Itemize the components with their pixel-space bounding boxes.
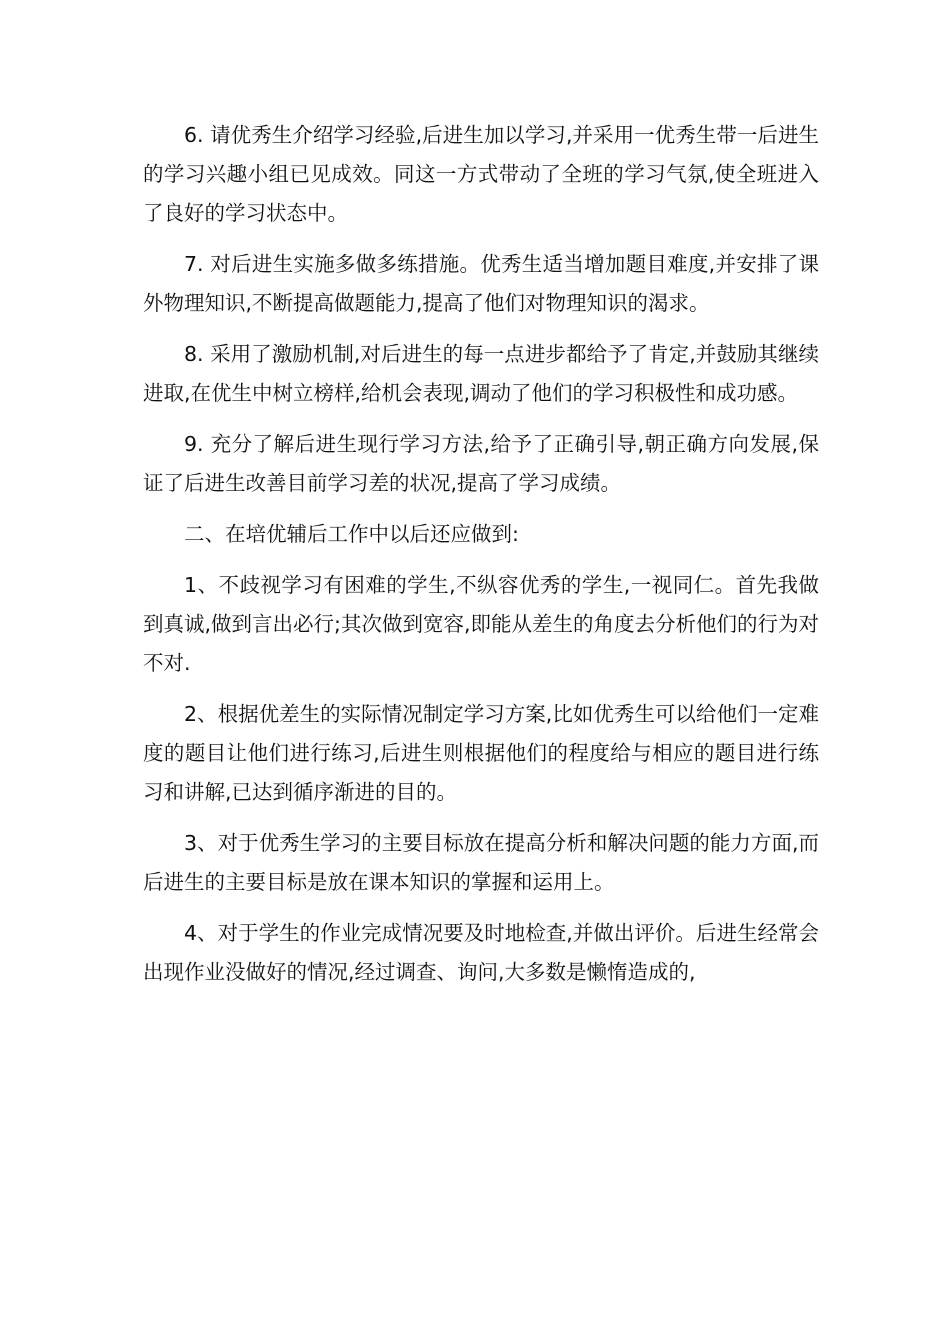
paragraph-8: 8. 采用了激励机制,对后进生的每一点进步都给予了肯定,并鼓励其继续进取,在优生中树立榜样,给机会表现,调动了他们的学习积极性和成功感。 [143, 342, 819, 405]
paragraph-item-3: 3、对于优秀生学习的主要目标放在提高分析和解决问题的能力方面,而后进生的主要目标是放在课本知识的掌握和运用上。 [143, 831, 819, 894]
paragraph-7: 7. 对后进生实施多做多练措施。优秀生适当增加题目难度,并安排了课外物理知识,不断提高做题能力,提高了他们对物理知识的渴求。 [143, 252, 819, 315]
paragraph-9: 9. 充分了解后进生现行学习方法,给予了正确引导,朝正确方向发展,保证了后进生改善目前学习差的状况,提高了学习成绩。 [143, 432, 819, 495]
paragraph-6: 6. 请优秀生介绍学习经验,后进生加以学习,并采用一优秀生带一后进生的学习兴趣小组已见成效。同这一方式带动了全班的学习气氛,使全班进入了良好的学习状态中。 [143, 123, 819, 225]
paragraph-item-2: 2、根据优差生的实际情况制定学习方案,比如优秀生可以给他们一定难度的题目让他们进行练习,后进生则根据他们的程度给与相应的题目进行练习和讲解,已达到循序渐进的目的。 [143, 702, 819, 804]
document-body [143, 116, 819, 1004]
paragraph-item-1: 1、不歧视学习有困难的学生,不纵容优秀的学生,一视同仁。首先我做到真诚,做到言出必行;其次做到宽容,即能从差生的角度去分析他们的行为对不对. [143, 573, 819, 675]
paragraph-item-4: 4、对于学生的作业完成情况要及时地检查,并做出评价。后进生经常会出现作业没做好的情况,经过调查、询问,大多数是懒惰造成的, [143, 921, 819, 984]
section-heading-2: 二、在培优辅后工作中以后还应做到: [184, 522, 519, 546]
